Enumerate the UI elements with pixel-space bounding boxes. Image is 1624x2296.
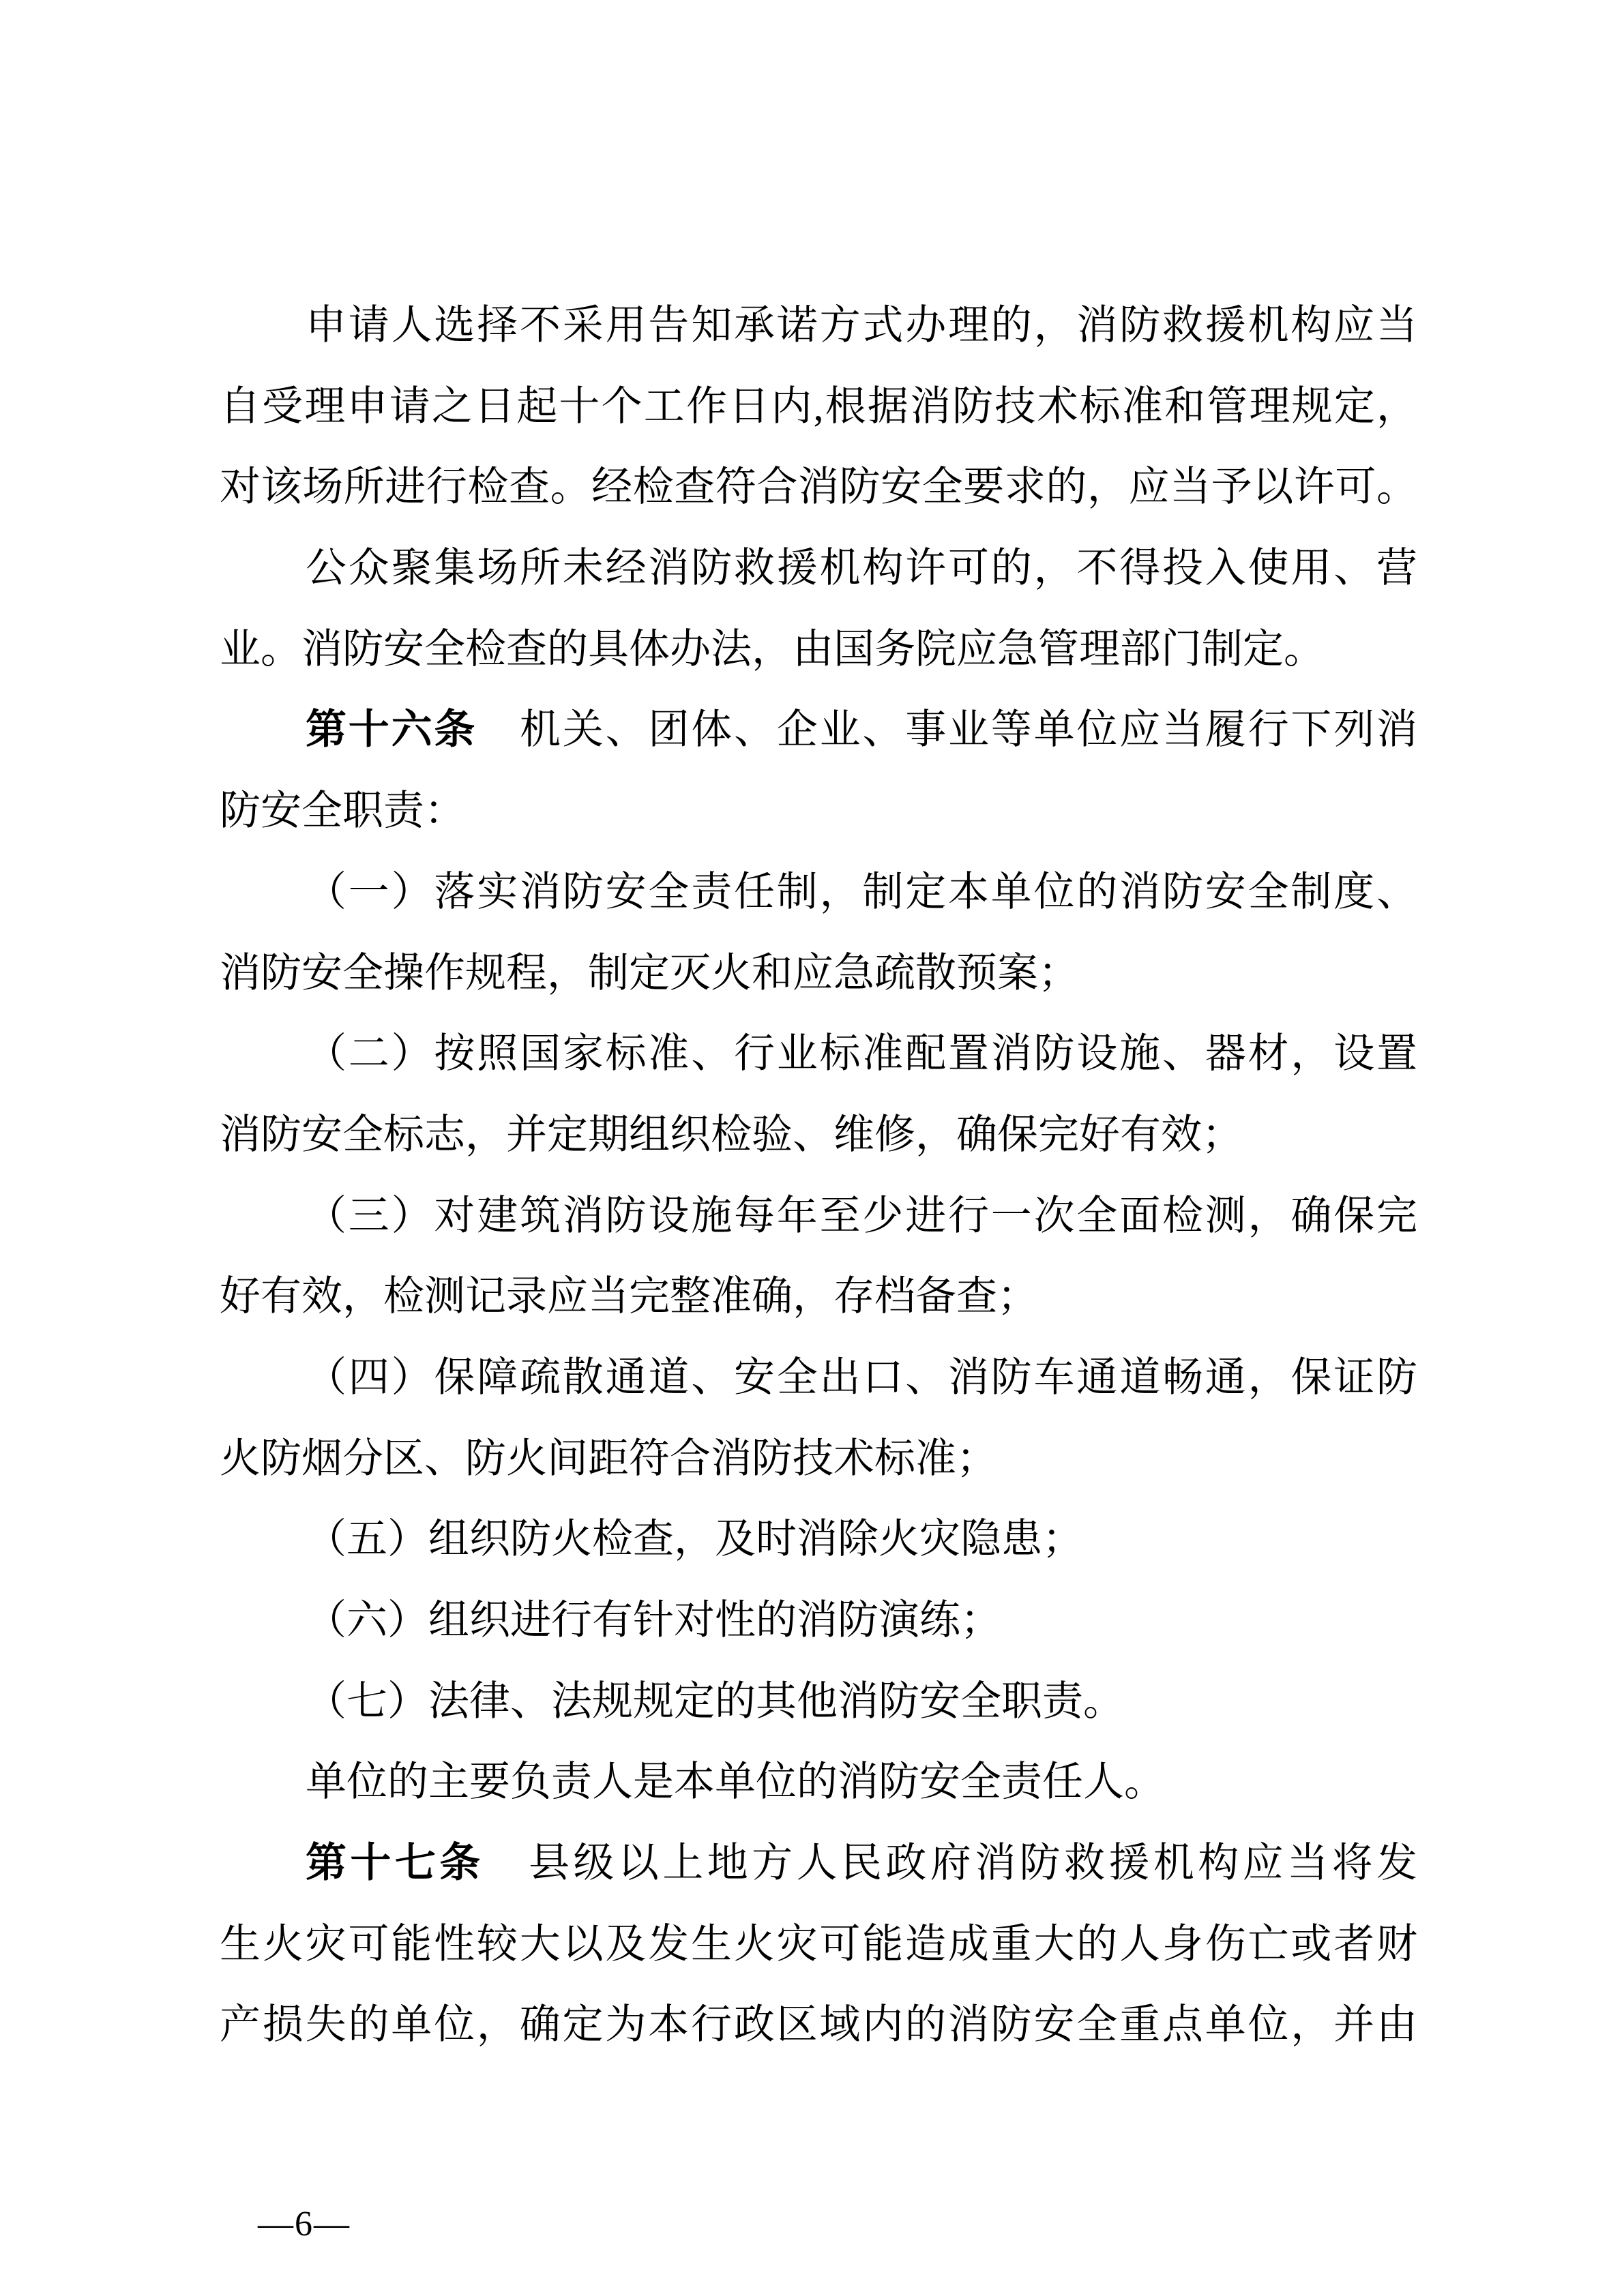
document-line: 生火灾可能性较大以及发生火灾可能造成重大的人身伤亡或者财 — [220, 1921, 1417, 1967]
document-line: （三）对建筑消防设施每年至少进行一次全面检测，确保完 — [306, 1193, 1417, 1238]
page-footer — [258, 2204, 351, 2245]
article-number: 第十七条 — [306, 1840, 484, 1886]
document-line: 好有效，检测记录应当完整准确，存档备查； — [220, 1274, 1038, 1320]
document-line: （六）组织进行有针对性的消防演练； — [306, 1598, 1001, 1643]
document-line: 消防安全标志，并定期组织检验、维修，确保完好有效； — [220, 1112, 1243, 1157]
document-line: （五）组织防火检查，及时消除火灾隐患； — [306, 1517, 1083, 1562]
page-number: —6— — [258, 2205, 351, 2243]
document-line: 防安全职责： — [220, 788, 465, 834]
document-line: （七）法律、法规规定的其他消防安全职责。 — [306, 1678, 1124, 1724]
document-line: （一）落实消防安全责任制，制定本单位的消防安全制度、 — [306, 869, 1417, 914]
document-line: 申请人选择不采用告知承诺方式办理的，消防救援机构应当 — [306, 303, 1417, 348]
document-line: 公众聚集场所未经消防救援机构许可的，不得投入使用、营 — [306, 546, 1417, 591]
article-number: 第十六条 — [306, 706, 477, 753]
document-line: 单位的主要负责人是本单位的消防安全责任人。 — [306, 1759, 1165, 1805]
document-line: 第十六条 机关、团体、企业、事业等单位应当履行下列消 — [306, 706, 1418, 753]
document-line: 业。消防安全检查的具体办法，由国务院应急管理部门制定。 — [220, 626, 1325, 672]
document-line: 自受理申请之日起十个工作日内,根据消防技术标准和管理规定， — [220, 383, 1417, 429]
document-line: （二）按照国家标准、行业标准配置消防设施、器材，设置 — [306, 1031, 1417, 1077]
document-line: （四）保障疏散通道、安全出口、消防车通道畅通，保证防 — [306, 1354, 1417, 1400]
document-line: 火防烟分区、防火间距符合消防技术标准； — [220, 1435, 997, 1481]
document-line: 消防安全操作规程，制定灭火和应急疏散预案； — [220, 950, 1079, 996]
document-line: 对该场所进行检查。经检查符合消防安全要求的，应当予以许可。 — [220, 464, 1417, 510]
document-line: 第十七条 县级以上地方人民政府消防救援机构应当将发 — [306, 1840, 1418, 1886]
document-line: 产损失的单位，确定为本行政区域内的消防安全重点单位，并由 — [220, 2002, 1417, 2048]
document-body — [220, 285, 1417, 2066]
